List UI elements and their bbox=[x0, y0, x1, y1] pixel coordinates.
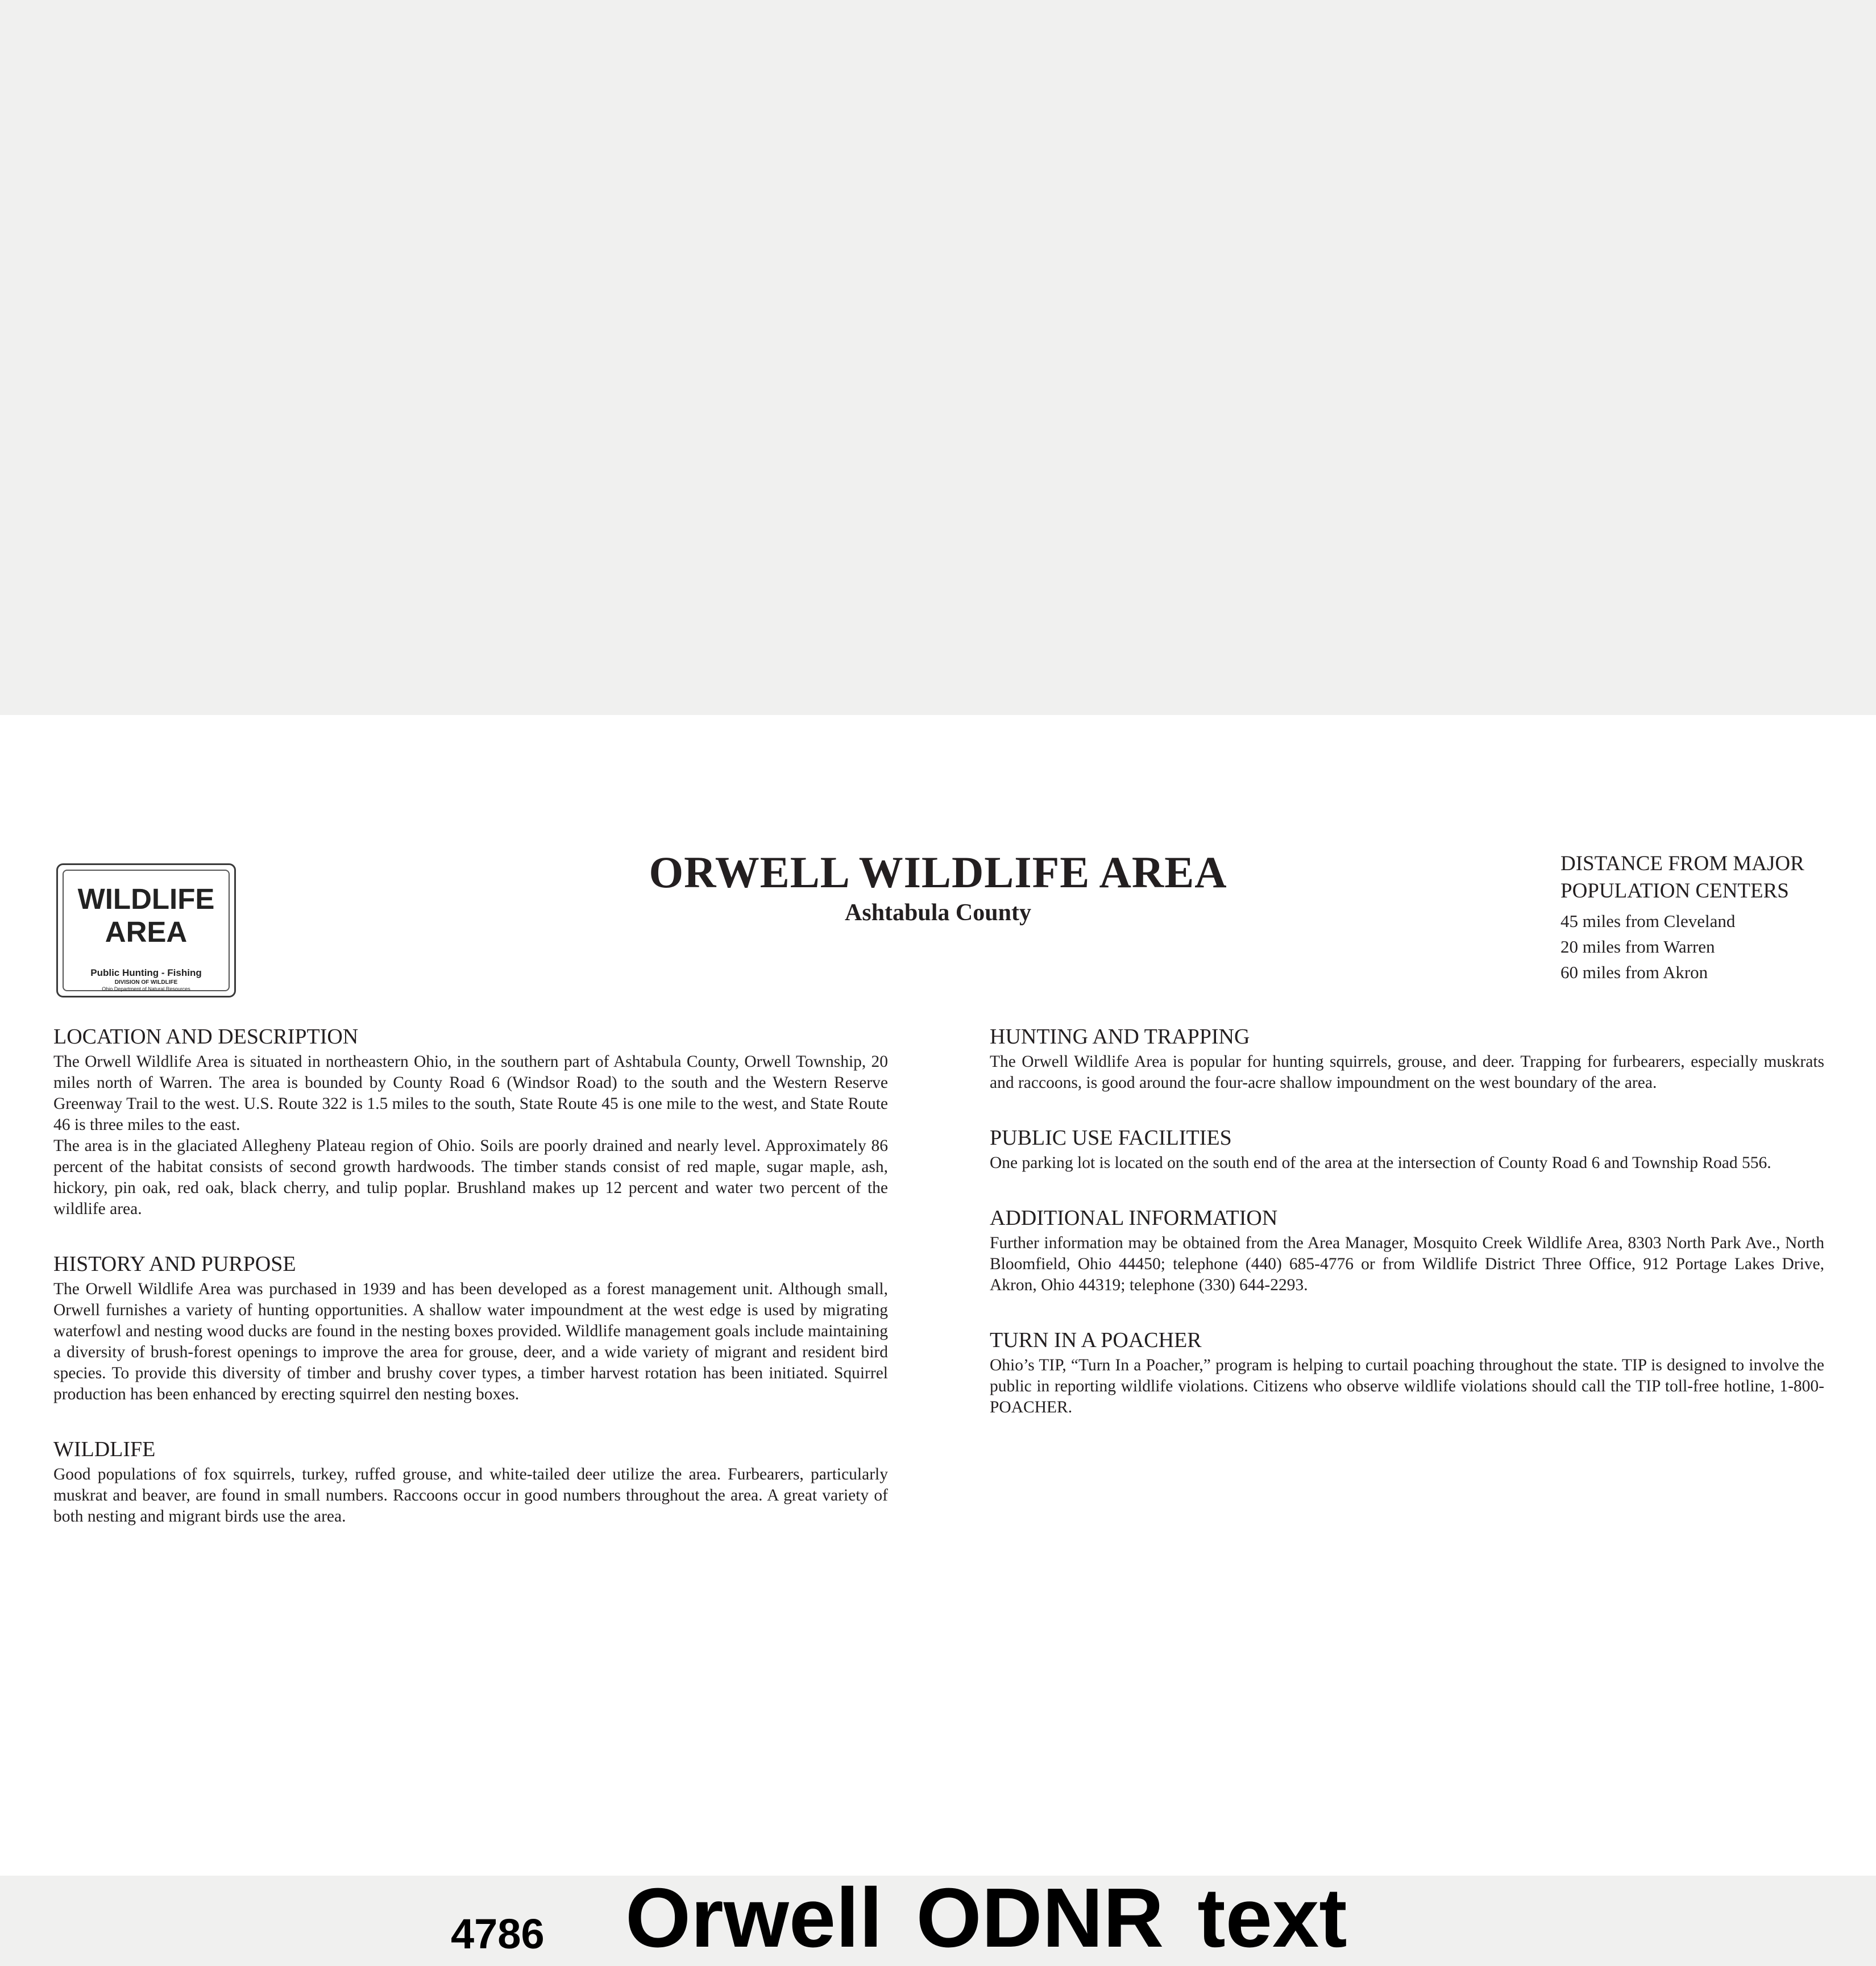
top-blank-band bbox=[0, 0, 1876, 715]
history-paragraph-1: The Orwell Wildlife Area was purchased in 1939 and has been developed as a forest management unit. Although small, Orwell furnishes a variety of hunting opportunities. A shallow water impoundment at the west edge is used by migrating waterfowl and nesting wood ducks are found in the nesting boxes provided. Wildlife management goals include maintaining a diversity of brush-forest openings to improve the area for grouse, deer, and a wide variety of migrant and resident bird species. To provide this diversity of timber and brushy cover types, a timber harvest rotation has been initiated. Squirrel production has been enhanced by erecting squirrel den nesting boxes. bbox=[53, 1280, 888, 1403]
location-paragraph-2: The area is in the glaciated Allegheny Plateau region of Ohio. Soils are poorly drained and nearly level. Approximately 86 percent of the habitat consists of second growth hardwoods. The timber stands consist of red maple, sugar maple, ash, hickory, pin oak, red oak, black cherry, and tulip poplar. Brushland makes up 12 percent and water two percent of the wildlife area. bbox=[53, 1137, 888, 1218]
distance-box bbox=[1560, 850, 1856, 985]
additional-paragraph-1: Further information may be obtained from the Area Manager, Mosquito Creek Wildlife Area, 8303 North Park Ave., North Bloomfield, Ohio 44450; telephone (440) 685-4776 or from Wildlife District Three Office, 912 Portage Lakes Drive, Akron, Ohio 44319; telephone (330) 644-2293. bbox=[990, 1234, 1824, 1294]
job-title: Orwell ODNR text bbox=[625, 1871, 1347, 1965]
job-number: 4786 bbox=[451, 1910, 545, 1957]
section-heading-hunting: HUNTING AND TRAPPING bbox=[990, 1025, 1250, 1049]
section-facilities bbox=[990, 1123, 1824, 1174]
sign-inner-border bbox=[63, 870, 230, 991]
distance-item-cleveland: 45 miles from Cleveland bbox=[1560, 911, 1736, 931]
section-heading-location: LOCATION AND DESCRIPTION bbox=[53, 1025, 359, 1049]
section-poacher bbox=[990, 1325, 1824, 1418]
hunting-paragraph-1: The Orwell Wildlife Area is popular for hunting squirrels, grouse, and deer. Trapping for furbearers, especially muskrats and raccoons, is good around the four-acre shallow impoundment on the west boundary of the area. bbox=[990, 1053, 1824, 1092]
county-subtitle: Ashtabula County bbox=[845, 900, 1031, 926]
section-heading-additional: ADDITIONAL INFORMATION bbox=[990, 1206, 1278, 1230]
section-heading-wildlife: WILDLIFE bbox=[53, 1437, 156, 1461]
distance-list bbox=[1560, 908, 1856, 985]
wildlife-area-sign bbox=[56, 863, 236, 997]
section-hunting bbox=[990, 1022, 1824, 1094]
page-title: ORWELL WILDLIFE AREA bbox=[649, 847, 1227, 897]
section-wildlife bbox=[53, 1435, 888, 1527]
right-column bbox=[990, 1022, 1824, 1448]
distance-heading-line2: POPULATION CENTERS bbox=[1560, 879, 1789, 903]
distance-heading-line1: DISTANCE FROM MAJOR bbox=[1560, 852, 1804, 875]
sign-word-area: AREA bbox=[105, 916, 188, 948]
distance-item-warren: 20 miles from Warren bbox=[1560, 937, 1715, 957]
sign-word-wildlife: WILDLIFE bbox=[77, 883, 215, 915]
section-heading-history: HISTORY AND PURPOSE bbox=[53, 1252, 296, 1276]
section-additional bbox=[990, 1203, 1824, 1296]
wildlife-paragraph-1: Good populations of fox squirrels, turkey, ruffed grouse, and white-tailed deer utilize the area. Furbearers, particularly muskrat and beaver, are found in small numbers. Raccoons occur in good numbers throughout the area. A great variety of both nesting and migrant birds use the area. bbox=[53, 1465, 888, 1526]
section-heading-facilities: PUBLIC USE FACILITIES bbox=[990, 1126, 1232, 1150]
poacher-paragraph-1: Ohio’s TIP, “Turn In a Poacher,” program is helping to curtail poaching throughout the state. TIP is designed to involve the public in reporting wildlife violations. Citizens who observe wildlife violations should call the TIP toll-free hotline, 1-800-POACHER. bbox=[990, 1356, 1824, 1416]
location-paragraph-1: The Orwell Wildlife Area is situated in northeastern Ohio, in the southern part of Ashtabula County, Orwell Township, 20 miles north of Warren. The area is bounded by County Road 6 (Windsor Road) to the south and the Western Reserve Greenway Trail to the west. U.S. Route 322 is 1.5 miles to the south, State Route 45 is one mile to the west, and State Route 46 is three miles to the east. bbox=[53, 1053, 888, 1134]
sign-subtitle: Public Hunting - Fishing bbox=[90, 967, 202, 978]
facilities-paragraph-1: One parking lot is located on the south end of the area at the intersection of County Road 6 and Township Road 556. bbox=[990, 1154, 1771, 1172]
left-column bbox=[53, 1022, 888, 1557]
sign-department: Ohio Department of Natural Resources bbox=[102, 986, 190, 992]
distance-item-akron: 60 miles from Akron bbox=[1560, 962, 1708, 982]
sign-division: DIVISION OF WILDLIFE bbox=[114, 979, 178, 986]
section-heading-poacher: TURN IN A POACHER bbox=[990, 1328, 1202, 1352]
section-history bbox=[53, 1249, 888, 1405]
section-location bbox=[53, 1022, 888, 1220]
